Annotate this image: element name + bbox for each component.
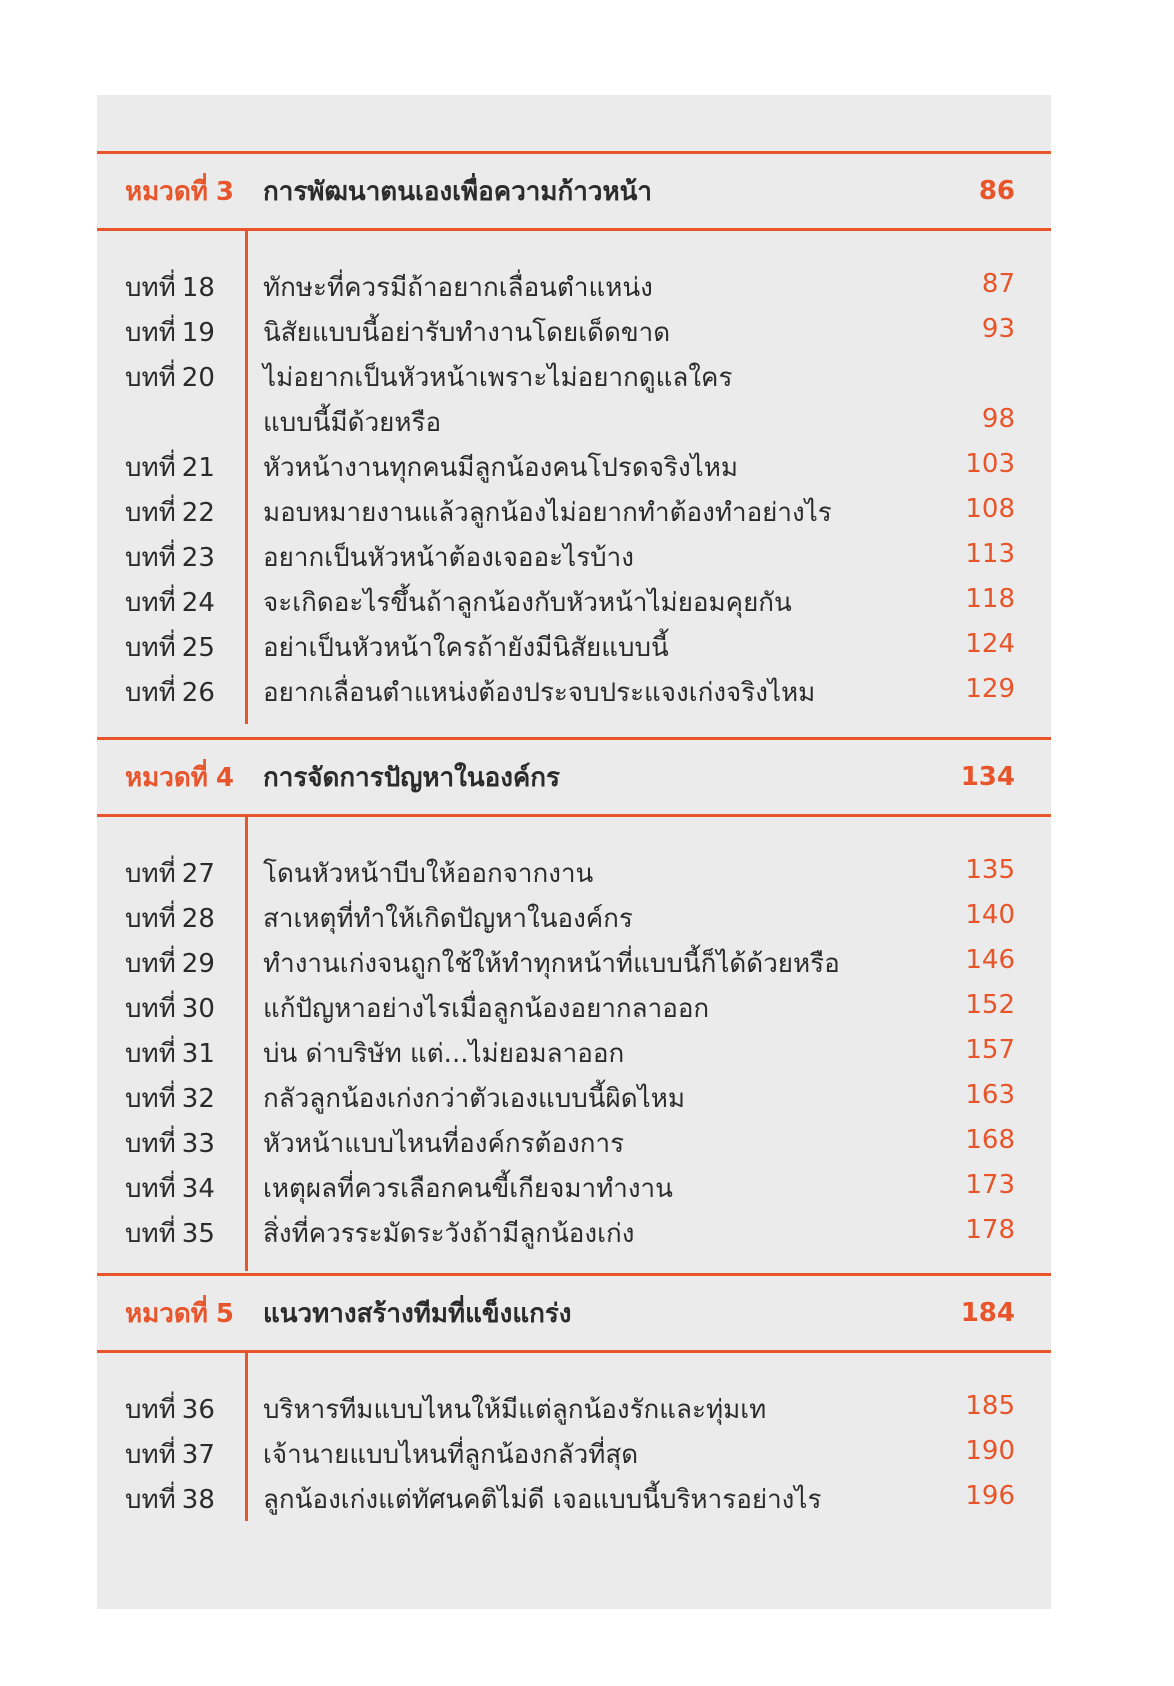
chapter-page-number: 146 xyxy=(965,945,1015,975)
chapter-label: บทที่ 26 xyxy=(125,678,215,708)
chapter-title: สาเหตุที่ทำให้เกิดปัญหาในองค์กร xyxy=(263,904,633,934)
chapter-row xyxy=(97,937,1051,982)
chapter-label: บทที่ 18 xyxy=(125,273,215,303)
chapter-label: บทที่ 35 xyxy=(125,1219,215,1249)
chapter-row xyxy=(97,441,1051,486)
chapter-label: บทที่ 36 xyxy=(125,1395,215,1425)
chapter-page-number: 98 xyxy=(981,404,1015,434)
chapter-page-number: 118 xyxy=(965,584,1015,614)
chapter-label: บทที่ 20 xyxy=(125,363,215,393)
chapter-title: ทักษะที่ควรมีถ้าอยากเลื่อนตำแหน่ง xyxy=(263,273,653,303)
section-title: การพัฒนาตนเองเพื่อความก้าวหน้า xyxy=(263,176,652,207)
chapter-page-number: 163 xyxy=(965,1080,1015,1110)
chapter-label: บทที่ 23 xyxy=(125,543,215,573)
chapter-title: ไม่อยากเป็นหัวหน้าเพราะไม่อยากดูแลใคร xyxy=(263,363,733,393)
chapter-row xyxy=(97,1473,1051,1518)
section-label: หมวดที่ 3 xyxy=(125,176,234,207)
chapter-page-number: 103 xyxy=(965,449,1015,479)
chapter-row xyxy=(97,1117,1051,1162)
chapter-page-number: 168 xyxy=(965,1125,1015,1155)
chapter-title: หัวหน้างานทุกคนมีลูกน้องคนโปรดจริงไหม xyxy=(263,453,738,483)
section-header xyxy=(97,1273,1051,1353)
chapter-list xyxy=(97,817,1051,1271)
chapter-row xyxy=(97,982,1051,1027)
chapter-list xyxy=(97,231,1051,724)
chapter-title: อยากเลื่อนตำแหน่งต้องประจบประแจงเก่งจริงไหม xyxy=(263,678,816,708)
chapter-label: บทที่ 25 xyxy=(125,633,215,663)
chapter-row xyxy=(97,1072,1051,1117)
chapter-label: บทที่ 19 xyxy=(125,318,215,348)
section-title: แนวทางสร้างทีมที่แข็งแกร่ง xyxy=(263,1298,572,1329)
chapter-title-continuation: แบบนี้มีด้วยหรือ xyxy=(263,408,442,438)
chapter-page-number: 196 xyxy=(965,1481,1015,1511)
chapter-page-number: 113 xyxy=(965,539,1015,569)
chapter-label: บทที่ 22 xyxy=(125,498,215,528)
chapter-row xyxy=(97,261,1051,306)
chapter-label: บทที่ 30 xyxy=(125,994,215,1024)
chapter-page-number: 157 xyxy=(965,1035,1015,1065)
chapter-row xyxy=(97,1428,1051,1473)
section-label: หมวดที่ 5 xyxy=(125,1298,234,1329)
chapter-row xyxy=(97,531,1051,576)
chapter-row xyxy=(97,576,1051,621)
chapter-title: เหตุผลที่ควรเลือกคนขี้เกียจมาทำงาน xyxy=(263,1174,673,1204)
chapter-title: มอบหมายงานแล้วลูกน้องไม่อยากทำต้องทำอย่างไร xyxy=(263,498,832,528)
chapter-label: บทที่ 33 xyxy=(125,1129,215,1159)
chapter-row xyxy=(97,847,1051,892)
section-title: การจัดการปัญหาในองค์กร xyxy=(263,762,561,793)
chapter-title: กลัวลูกน้องเก่งกว่าตัวเองแบบนี้ผิดไหม xyxy=(263,1084,685,1114)
chapter-row xyxy=(97,1162,1051,1207)
table-of-contents xyxy=(97,95,1051,1609)
chapter-page-number: 108 xyxy=(965,494,1015,524)
chapter-title: หัวหน้าแบบไหนที่องค์กรต้องการ xyxy=(263,1129,625,1159)
chapter-page-number: 87 xyxy=(981,269,1015,299)
chapter-row xyxy=(97,351,1051,396)
chapter-title: อยากเป็นหัวหน้าต้องเจออะไรบ้าง xyxy=(263,543,634,573)
chapter-label: บทที่ 32 xyxy=(125,1084,215,1114)
chapter-label: บทที่ 38 xyxy=(125,1485,215,1515)
chapter-label: บทที่ 21 xyxy=(125,453,215,483)
chapter-page-number: 185 xyxy=(965,1391,1015,1421)
section-page-number: 134 xyxy=(960,762,1015,792)
chapter-row xyxy=(97,892,1051,937)
chapter-page-number: 152 xyxy=(965,990,1015,1020)
chapter-page-number: 178 xyxy=(965,1215,1015,1245)
section-label: หมวดที่ 4 xyxy=(125,762,234,793)
section-header xyxy=(97,737,1051,817)
chapter-row-continuation xyxy=(97,396,1051,441)
chapter-row xyxy=(97,621,1051,666)
section-page-number: 86 xyxy=(978,176,1015,206)
chapter-title: โดนหัวหน้าบีบให้ออกจากงาน xyxy=(263,859,594,889)
chapter-label: บทที่ 28 xyxy=(125,904,215,934)
chapter-title: เจ้านายแบบไหนที่ลูกน้องกลัวที่สุด xyxy=(263,1440,639,1470)
chapter-page-number: 190 xyxy=(965,1436,1015,1466)
chapter-page-number: 140 xyxy=(965,900,1015,930)
chapter-label: บทที่ 24 xyxy=(125,588,215,618)
chapter-page-number: 135 xyxy=(965,855,1015,885)
chapter-row xyxy=(97,486,1051,531)
chapter-label: บทที่ 29 xyxy=(125,949,215,979)
chapter-title: สิ่งที่ควรระมัดระวังถ้ามีลูกน้องเก่ง xyxy=(263,1219,635,1249)
chapter-page-number: 173 xyxy=(965,1170,1015,1200)
chapter-row xyxy=(97,666,1051,711)
chapter-page-number: 124 xyxy=(965,629,1015,659)
chapter-list xyxy=(97,1353,1051,1521)
chapter-title: แก้ปัญหาอย่างไรเมื่อลูกน้องอยากลาออก xyxy=(263,994,710,1024)
chapter-page-number: 129 xyxy=(965,674,1015,704)
chapter-row xyxy=(97,1027,1051,1072)
chapter-title: บริหารทีมแบบไหนให้มีแต่ลูกน้องรักและทุ่มเท xyxy=(263,1395,767,1425)
chapter-row xyxy=(97,1383,1051,1428)
chapter-title: ลูกน้องเก่งแต่ทัศนคติไม่ดี เจอแบบนี้บริหารอย่างไร xyxy=(263,1485,822,1515)
chapter-title: นิสัยแบบนี้อย่ารับทำงานโดยเด็ดขาด xyxy=(263,318,671,348)
chapter-title: ทำงานเก่งจนถูกใช้ให้ทำทุกหน้าที่แบบนี้ก็ได้ด้วยหรือ xyxy=(263,949,840,979)
section-header xyxy=(97,151,1051,231)
chapter-label: บทที่ 34 xyxy=(125,1174,215,1204)
chapter-row xyxy=(97,1207,1051,1252)
chapter-row xyxy=(97,306,1051,351)
chapter-title: อย่าเป็นหัวหน้าใครถ้ายังมีนิสัยแบบนี้ xyxy=(263,633,669,663)
section-page-number: 184 xyxy=(960,1298,1015,1328)
chapter-title: จะเกิดอะไรขึ้นถ้าลูกน้องกับหัวหน้าไม่ยอมคุยกัน xyxy=(263,588,792,618)
chapter-title: บ่น ด่าบริษัท แต่...ไม่ยอมลาออก xyxy=(263,1039,625,1069)
chapter-label: บทที่ 31 xyxy=(125,1039,215,1069)
chapter-label: บทที่ 37 xyxy=(125,1440,215,1470)
chapter-page-number: 93 xyxy=(981,314,1015,344)
chapter-label: บทที่ 27 xyxy=(125,859,215,889)
